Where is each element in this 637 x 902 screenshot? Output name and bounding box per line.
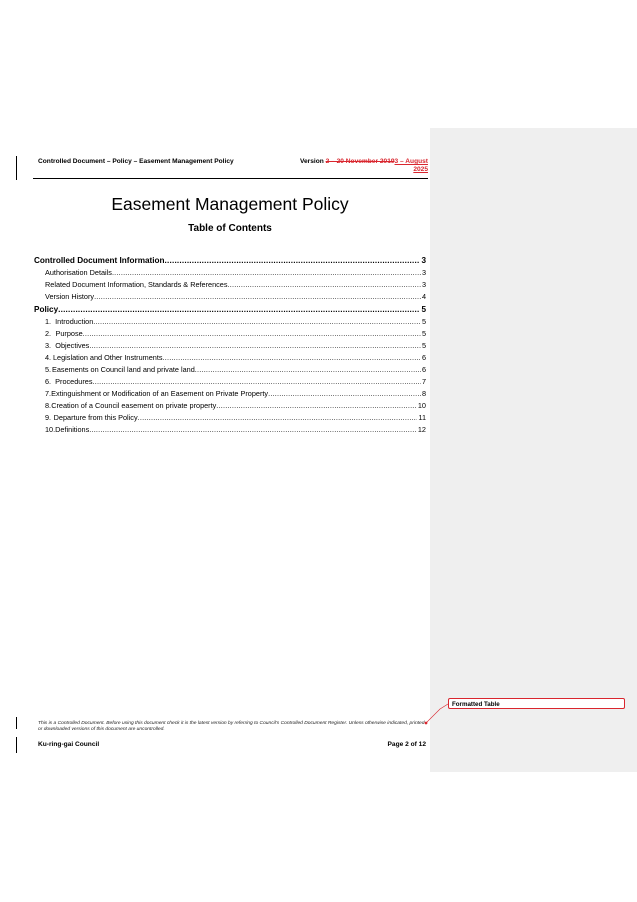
controlled-document-notice: This is a Controlled Document. Before using this document check it is the latest version by referring to Council's Controlled Document Register. Unless otherwise indicated, printed or downloaded versions of this document are uncontrolled.: [38, 721, 425, 732]
toc-entry-number: 7.: [45, 388, 52, 398]
toc-entry-number: 4.: [45, 352, 52, 362]
toc-entry-page: 4: [421, 292, 426, 302]
toc-entry-label: Related Document Information, Standards & References: [45, 280, 228, 290]
document-title: Easement Management Policy: [111, 194, 349, 214]
toc-entry-label: Creation of a Council easement on private property: [51, 400, 217, 410]
toc-entry-page: 3: [421, 268, 426, 278]
toc-entry-label: Procedures: [55, 376, 93, 386]
toc-entry-page: 6: [421, 352, 426, 362]
toc-entry-page: 5: [421, 316, 426, 326]
version-inserted-year: 2025: [413, 166, 428, 173]
toc-entry-page: 3: [421, 280, 426, 290]
toc-entry-label: Controlled Document Information: [34, 256, 165, 266]
toc-entry-page: 8: [421, 388, 426, 398]
toc-entry-label: Extinguishment or Modification of an Easement on Private Property: [51, 388, 269, 398]
toc-entry-number: 5.: [45, 364, 52, 374]
toc-entry-page: 11: [418, 412, 426, 422]
footer-organisation: Ku-ring-gai Council: [38, 741, 100, 748]
toc-entry-label: Easements on Council land and private land: [52, 364, 195, 374]
toc-entry-page: 6: [421, 364, 426, 374]
toc-entry-label: Legislation and Other Instruments: [53, 352, 163, 362]
toc-entry-page: 5: [421, 328, 426, 338]
toc-entry-label: Authorisation Details: [45, 268, 112, 278]
toc-entry-page: 5: [421, 304, 426, 314]
version-label: Version: [299, 158, 326, 165]
toc-entry-label: Version History: [45, 292, 95, 302]
toc-entry-number: 10.: [45, 424, 56, 434]
toc-entry-label: Introduction: [55, 316, 94, 326]
toc-entry-page: 3: [421, 256, 426, 266]
footer-page-number: Page 2 of 12: [387, 741, 426, 748]
toc-heading: Table of Contents: [188, 223, 272, 234]
toc-entry-number: 3.: [45, 340, 52, 350]
toc-entry-number: 6.: [45, 376, 52, 386]
toc-entry-label: Definitions: [55, 424, 90, 434]
comment-label: Formatted Table: [452, 701, 500, 708]
toc-entry-page: 12: [417, 424, 426, 434]
toc-entry-number: 2.: [45, 328, 52, 338]
version-deleted-text: 2 – 20 November 2019: [325, 158, 395, 165]
toc-entry-label: Policy: [34, 304, 59, 314]
version-inserted-text: 3 – August: [394, 158, 428, 165]
toc-entry-number: 9.: [45, 412, 52, 422]
toc-entry-page: 5: [421, 340, 426, 350]
header-document-name: Controlled Document – Policy – Easement Management Policy: [38, 158, 234, 165]
toc-entry-number: 8.: [45, 400, 52, 410]
toc-entry-label: Departure from this Policy: [53, 412, 138, 422]
toc-entry-label: Objectives: [55, 340, 90, 350]
toc-entry-label: Purpose: [55, 328, 83, 338]
toc-entry-number: 1.: [45, 316, 52, 326]
comment-balloon[interactable]: [448, 698, 625, 709]
toc-entry-page: 7: [421, 376, 426, 386]
toc-entry-page: 10: [417, 400, 426, 410]
